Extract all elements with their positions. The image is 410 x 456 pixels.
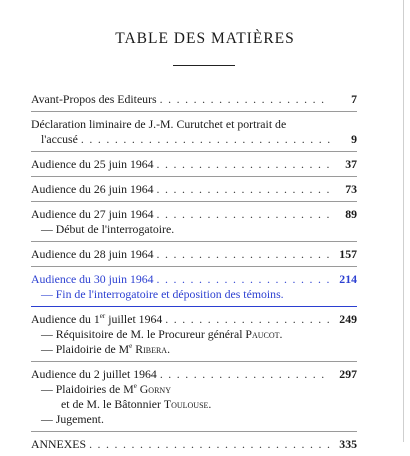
- entry-label: Avant-Propos des Editeurs: [31, 92, 157, 106]
- entry-label: Audience du 27 juin 1964: [31, 207, 154, 221]
- page-number: 89: [345, 207, 357, 221]
- dot-leader: [89, 437, 330, 452]
- separator: [31, 306, 357, 307]
- dot-leader: [160, 367, 330, 382]
- dot-leader: [165, 312, 330, 327]
- toc-entry-avant-propos[interactable]: [31, 92, 357, 107]
- toc-entry-2-juillet[interactable]: [31, 367, 357, 427]
- separator: [31, 111, 357, 112]
- dot-leader: [160, 92, 330, 107]
- title-rule: [173, 65, 235, 66]
- page-number: 157: [339, 247, 357, 261]
- page-title: TABLE DES MATIÈRES: [115, 30, 295, 47]
- entry-subitem: — Début de l'interrogatoire.: [41, 222, 175, 236]
- table-of-contents: [31, 92, 357, 456]
- separator: [31, 361, 357, 362]
- entry-subitem: — Plaidoiries de Me Gorny: [41, 382, 171, 396]
- page-number: 214: [339, 272, 357, 286]
- entry-subitem: — Plaidoirie de Me Ribera.: [41, 342, 171, 356]
- page-number: 297: [339, 367, 357, 381]
- dot-leader: [157, 182, 330, 197]
- dot-leader: [157, 207, 330, 222]
- page-number: 73: [345, 182, 357, 196]
- separator: [31, 241, 357, 242]
- separator: [31, 266, 357, 267]
- dot-leader: [157, 272, 330, 287]
- entry-subitem: — Jugement.: [41, 412, 104, 426]
- entry-label: Audience du 26 juin 1964: [31, 182, 154, 196]
- page-number: 335: [339, 437, 357, 451]
- page-number: 37: [345, 157, 357, 171]
- separator: [31, 431, 357, 432]
- entry-label: Audience du 28 juin 1964: [31, 247, 154, 261]
- toc-entry-25-juin[interactable]: [31, 157, 357, 172]
- page-edge: [403, 0, 404, 442]
- separator: [31, 201, 357, 202]
- separator: [31, 176, 357, 177]
- toc-entry-26-juin[interactable]: [31, 182, 357, 197]
- toc-entry-27-juin[interactable]: [31, 207, 357, 237]
- entry-label: Audience du 1er juillet 1964: [31, 312, 163, 326]
- toc-entry-declaration[interactable]: [31, 117, 357, 147]
- entry-label: ANNEXES: [31, 437, 87, 451]
- toc-entry-30-juin-highlighted[interactable]: [31, 272, 357, 302]
- toc-entry-1er-juillet[interactable]: [31, 312, 357, 357]
- dot-leader: [157, 157, 330, 172]
- entry-label-continued: l'accusé: [41, 132, 78, 146]
- dot-leader: [81, 132, 330, 147]
- page-number: 9: [351, 132, 357, 146]
- page-number: 249: [339, 312, 357, 326]
- separator: [31, 151, 357, 152]
- page-number: 7: [351, 92, 357, 106]
- entry-subitem: — Fin de l'interrogatoire et déposition des témoins.: [41, 287, 284, 301]
- entry-subitem: et de M. le Bâtonnier Toulouse.: [61, 397, 212, 411]
- toc-entry-28-juin[interactable]: [31, 247, 357, 262]
- entry-label: Audience du 30 juin 1964: [31, 272, 154, 286]
- toc-entry-annexes[interactable]: [31, 437, 357, 452]
- entry-label: Audience du 25 juin 1964: [31, 157, 154, 171]
- dot-leader: [157, 247, 330, 262]
- entry-label: Audience du 2 juillet 1964: [31, 367, 157, 381]
- entry-label: Déclaration liminaire de J.-M. Curutchet et portrait de: [31, 117, 287, 131]
- entry-subitem: — Réquisitoire de M. le Procureur général Paucot.: [41, 327, 283, 341]
